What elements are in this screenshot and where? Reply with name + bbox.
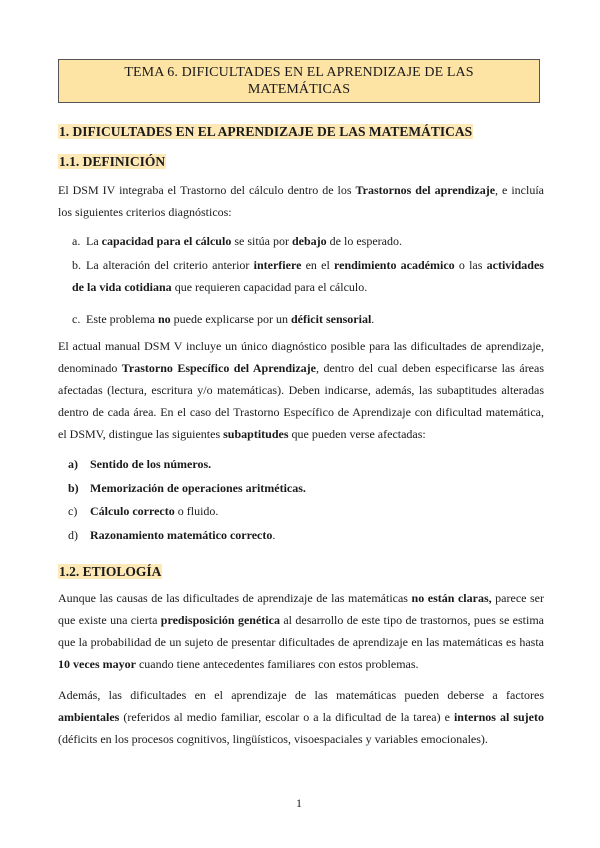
- subsection-heading-definicion: [58, 154, 166, 170]
- criterion-item-b: b. La alteración del criterio anterior interfiere en el rendimiento académico o las actividades de la vida cotidiana que requieren capacidad para el cálculo.: [72, 258, 544, 294]
- paragraph-line: los siguientes criterios diagnósticos:: [58, 205, 232, 219]
- topic-title-box: [58, 59, 540, 103]
- criterion-item-a: a. La capacidad para el cálculo se sitúa por debajo de lo esperado.: [72, 234, 402, 248]
- subsection-heading-etiologia: [58, 564, 162, 580]
- criterion-item-c: c. Este problema no puede explicarse por un déficit sensorial.: [72, 312, 375, 326]
- subaptitude-item-b: b) Memorización de operaciones aritméticas.: [68, 481, 306, 495]
- section-heading: [58, 124, 473, 140]
- definition-paragraph: [58, 179, 544, 223]
- page-number: 1: [296, 796, 302, 810]
- subaptitude-item-a: a) Sentido de los números.: [68, 457, 212, 471]
- etiology-paragraph-1: Aunque las causas de las dificultades de aprendizaje de las matemáticas no están claras, parece ser que existe una cierta predisposición genética al desarrollo de este tipo de trastornos, pues se estima que la probabilidad de un sujeto de presentar dificultades de aprendizaje en las matemáticas es hasta 10 veces mayor cuando tiene antecedentes familiares con estos problemas.: [58, 591, 545, 671]
- etiology-paragraph-2: Además, las dificultades en el aprendizaje de las matemáticas pueden deberse a factores ambientales (referidos al medio familiar, escolar o a la dificultad de la tarea) e internos al sujeto (déficits en los procesos cognitivos, lingüísticos, visoespaciales y variables emocionales).: [58, 688, 544, 746]
- paragraph-line: El DSM IV integraba el Trastorno del cálculo dentro de los Trastornos del aprendizaje, e incluía: [58, 183, 544, 197]
- subsection-heading-text: 1.2. ETIOLOGÍA: [59, 564, 162, 579]
- subaptitude-item-d: d) Razonamiento matemático correcto.: [68, 528, 276, 542]
- topic-title-line2: MATEMÁTICAS: [247, 82, 351, 97]
- subsection-heading-text: 1.1. DEFINICIÓN: [59, 154, 166, 169]
- section-heading-text: 1. DIFICULTADES EN EL APRENDIZAJE DE LAS MATEMÁTICAS: [59, 124, 473, 139]
- dsm5-paragraph: El actual manual DSM V incluye un único diagnóstico posible para las dificultades de aprendizaje, denominado Trastorno Específico del Aprendizaje, dentro del cual deben especificarse las áreas afectadas (lectura, escritura y/o matemáticas). Deben indicarse, además, las subaptitudes alteradas dentro de cada área. En el caso del Trastorno Específico de Aprendizaje con dificultad matemática, el DSMV, distingue las siguientes subaptitudes que pueden verse afectadas:: [58, 339, 545, 441]
- subaptitude-item-c: c) Cálculo correcto o fluido.: [68, 504, 219, 518]
- topic-title-line1: TEMA 6. DIFICULTADES EN EL APRENDIZAJE DE LAS: [124, 65, 474, 80]
